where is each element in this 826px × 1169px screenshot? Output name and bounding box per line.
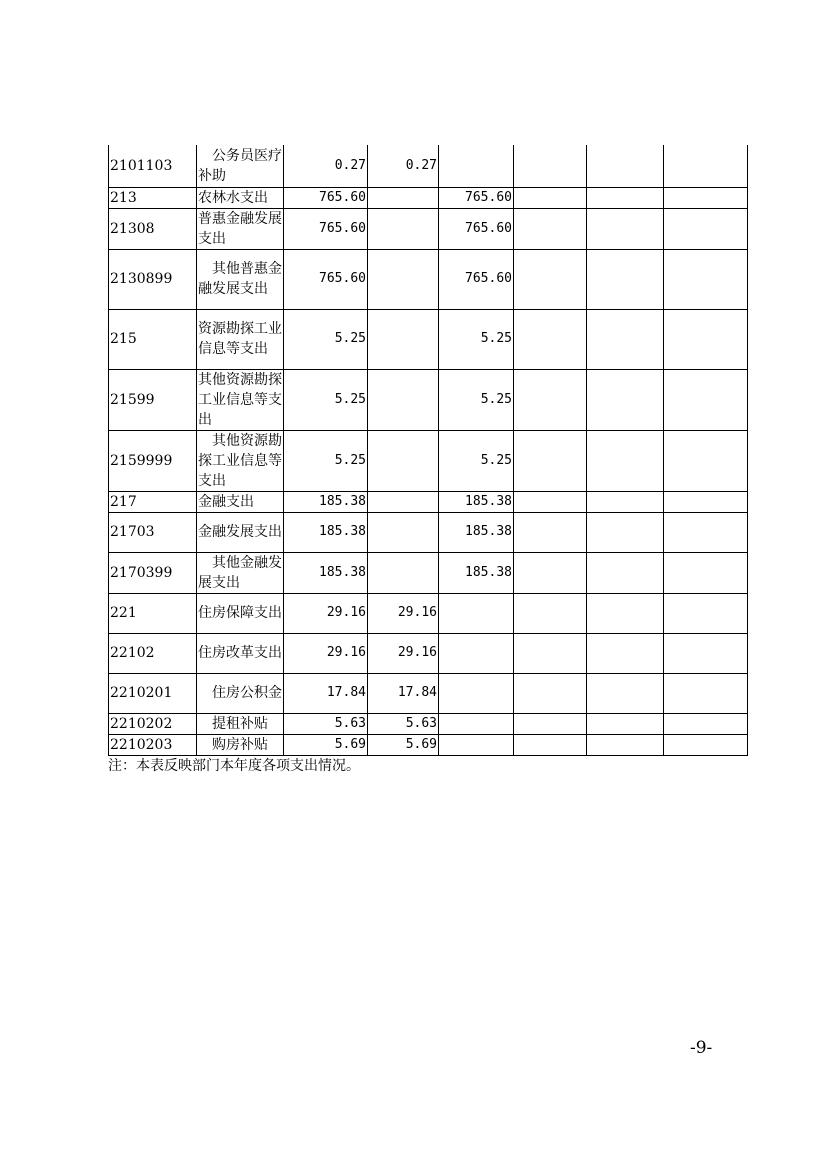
account-name-cell <box>197 593 284 633</box>
column-4-cell <box>514 552 587 593</box>
expenditure-table <box>108 145 748 756</box>
account-code-cell: 2101103 <box>109 145 197 187</box>
project-expenditure-cell: 185.38 <box>439 491 514 512</box>
account-code-cell: 217 <box>109 491 197 512</box>
column-4-cell <box>514 633 587 673</box>
account-name-cell <box>197 713 284 734</box>
account-name-cell <box>197 309 284 369</box>
table-row <box>109 309 748 369</box>
total-cell: 29.16 <box>284 633 368 673</box>
column-6-cell <box>664 249 748 309</box>
basic-expenditure-cell: 0.27 <box>368 145 439 187</box>
basic-expenditure-cell <box>368 369 439 430</box>
table-row <box>109 430 748 491</box>
column-6-cell <box>664 187 748 208</box>
table-row <box>109 633 748 673</box>
column-4-cell <box>514 208 587 249</box>
column-6-cell <box>664 673 748 713</box>
account-name-cell <box>197 369 284 430</box>
column-4-cell <box>514 369 587 430</box>
column-5-cell <box>587 369 664 430</box>
account-name-text: 金融发展支出 <box>198 524 282 540</box>
account-code-cell: 21308 <box>109 208 197 249</box>
basic-expenditure-cell: 5.69 <box>368 734 439 755</box>
project-expenditure-cell: 765.60 <box>439 208 514 249</box>
account-code-cell: 2210202 <box>109 713 197 734</box>
column-4-cell <box>514 249 587 309</box>
total-cell: 5.69 <box>284 734 368 755</box>
total-cell: 0.27 <box>284 145 368 187</box>
project-expenditure-cell <box>439 633 514 673</box>
account-code-cell: 21703 <box>109 512 197 552</box>
basic-expenditure-cell: 5.63 <box>368 713 439 734</box>
table-row <box>109 673 748 713</box>
project-expenditure-cell <box>439 713 514 734</box>
basic-expenditure-cell <box>368 187 439 208</box>
total-cell: 5.25 <box>284 369 368 430</box>
account-name-cell <box>197 491 284 512</box>
account-name-cell <box>197 673 284 713</box>
column-5-cell <box>587 633 664 673</box>
total-cell: 765.60 <box>284 249 368 309</box>
table-row <box>109 491 748 512</box>
account-name-text: 其他普惠金融发展支出 <box>198 261 282 297</box>
basic-expenditure-cell <box>368 512 439 552</box>
total-cell: 765.60 <box>284 187 368 208</box>
account-code-cell: 2159999 <box>109 430 197 491</box>
column-5-cell <box>587 673 664 713</box>
column-6-cell <box>664 208 748 249</box>
project-expenditure-cell: 765.60 <box>439 249 514 309</box>
column-6-cell <box>664 593 748 633</box>
account-name-cell <box>197 208 284 249</box>
column-5-cell <box>587 713 664 734</box>
project-expenditure-cell <box>439 145 514 187</box>
project-expenditure-cell <box>439 593 514 633</box>
column-5-cell <box>587 145 664 187</box>
total-cell: 17.84 <box>284 673 368 713</box>
table-row <box>109 512 748 552</box>
table-note: 注：本表反映部门本年度各项支出情况。 <box>108 758 360 774</box>
project-expenditure-cell: 5.25 <box>439 369 514 430</box>
account-name-cell <box>197 734 284 755</box>
basic-expenditure-cell <box>368 552 439 593</box>
account-name-text: 住房公积金 <box>212 685 282 701</box>
account-name-text: 公务员医疗补助 <box>198 147 282 184</box>
account-code-cell: 2210203 <box>109 734 197 755</box>
column-5-cell <box>587 309 664 369</box>
basic-expenditure-cell: 17.84 <box>368 673 439 713</box>
account-name-cell <box>197 512 284 552</box>
table-row <box>109 552 748 593</box>
column-6-cell <box>664 713 748 734</box>
column-5-cell <box>587 187 664 208</box>
basic-expenditure-cell <box>368 491 439 512</box>
column-4-cell <box>514 187 587 208</box>
column-4-cell <box>514 309 587 369</box>
account-name-text: 金融支出 <box>198 493 254 510</box>
column-4-cell <box>514 145 587 187</box>
total-cell: 765.60 <box>284 208 368 249</box>
account-name-text: 住房改革支出 <box>198 645 282 661</box>
column-5-cell <box>587 512 664 552</box>
column-4-cell <box>514 430 587 491</box>
column-4-cell <box>514 491 587 512</box>
project-expenditure-cell: 185.38 <box>439 552 514 593</box>
account-name-text: 农林水支出 <box>198 189 268 206</box>
column-4-cell <box>514 673 587 713</box>
account-name-text: 其他金融发展支出 <box>198 554 282 591</box>
account-name-text: 其他资源勘探工业信息等支出 <box>198 371 282 428</box>
table-row <box>109 593 748 633</box>
basic-expenditure-cell: 29.16 <box>368 593 439 633</box>
column-4-cell <box>514 512 587 552</box>
table-body <box>109 145 748 755</box>
project-expenditure-cell: 5.25 <box>439 430 514 491</box>
column-6-cell <box>664 309 748 369</box>
column-5-cell <box>587 208 664 249</box>
basic-expenditure-cell <box>368 430 439 491</box>
account-code-cell: 215 <box>109 309 197 369</box>
total-cell: 5.63 <box>284 713 368 734</box>
table-row <box>109 249 748 309</box>
account-name-text: 其他资源勘探工业信息等支出 <box>198 432 282 489</box>
project-expenditure-cell: 765.60 <box>439 187 514 208</box>
page-number: -9- <box>690 1038 713 1058</box>
basic-expenditure-cell: 29.16 <box>368 633 439 673</box>
column-6-cell <box>664 491 748 512</box>
table-row <box>109 734 748 755</box>
basic-expenditure-cell <box>368 208 439 249</box>
total-cell: 185.38 <box>284 512 368 552</box>
project-expenditure-cell <box>439 673 514 713</box>
account-name-text: 资源勘探工业信息等支出 <box>198 321 282 357</box>
column-4-cell <box>514 593 587 633</box>
account-code-cell: 22102 <box>109 633 197 673</box>
account-name-cell <box>197 249 284 309</box>
account-name-text: 提租补贴 <box>212 715 268 732</box>
account-name-cell <box>197 552 284 593</box>
account-name-cell <box>197 430 284 491</box>
account-code-cell: 2170399 <box>109 552 197 593</box>
basic-expenditure-cell <box>368 249 439 309</box>
project-expenditure-cell: 5.25 <box>439 309 514 369</box>
account-code-cell: 221 <box>109 593 197 633</box>
table-row <box>109 369 748 430</box>
column-6-cell <box>664 633 748 673</box>
account-code-cell: 213 <box>109 187 197 208</box>
account-name-text: 购房补贴 <box>212 736 268 753</box>
account-name-cell <box>197 187 284 208</box>
account-name-cell <box>197 633 284 673</box>
project-expenditure-cell: 185.38 <box>439 512 514 552</box>
column-5-cell <box>587 552 664 593</box>
column-5-cell <box>587 430 664 491</box>
account-code-cell: 2210201 <box>109 673 197 713</box>
column-5-cell <box>587 249 664 309</box>
table-row <box>109 208 748 249</box>
account-name-text: 普惠金融发展支出 <box>198 210 282 247</box>
column-4-cell <box>514 713 587 734</box>
account-code-cell: 21599 <box>109 369 197 430</box>
basic-expenditure-cell <box>368 309 439 369</box>
column-6-cell <box>664 369 748 430</box>
account-name-text: 住房保障支出 <box>198 605 282 621</box>
total-cell: 185.38 <box>284 552 368 593</box>
column-5-cell <box>587 593 664 633</box>
total-cell: 5.25 <box>284 430 368 491</box>
column-6-cell <box>664 512 748 552</box>
table-row <box>109 187 748 208</box>
column-4-cell <box>514 734 587 755</box>
account-code-cell: 2130899 <box>109 249 197 309</box>
column-6-cell <box>664 145 748 187</box>
column-6-cell <box>664 430 748 491</box>
project-expenditure-cell <box>439 734 514 755</box>
account-name-cell <box>197 145 284 187</box>
column-5-cell <box>587 734 664 755</box>
total-cell: 5.25 <box>284 309 368 369</box>
total-cell: 29.16 <box>284 593 368 633</box>
column-5-cell <box>587 491 664 512</box>
column-6-cell <box>664 734 748 755</box>
total-cell: 185.38 <box>284 491 368 512</box>
table-row <box>109 145 748 187</box>
column-6-cell <box>664 552 748 593</box>
table-row <box>109 713 748 734</box>
